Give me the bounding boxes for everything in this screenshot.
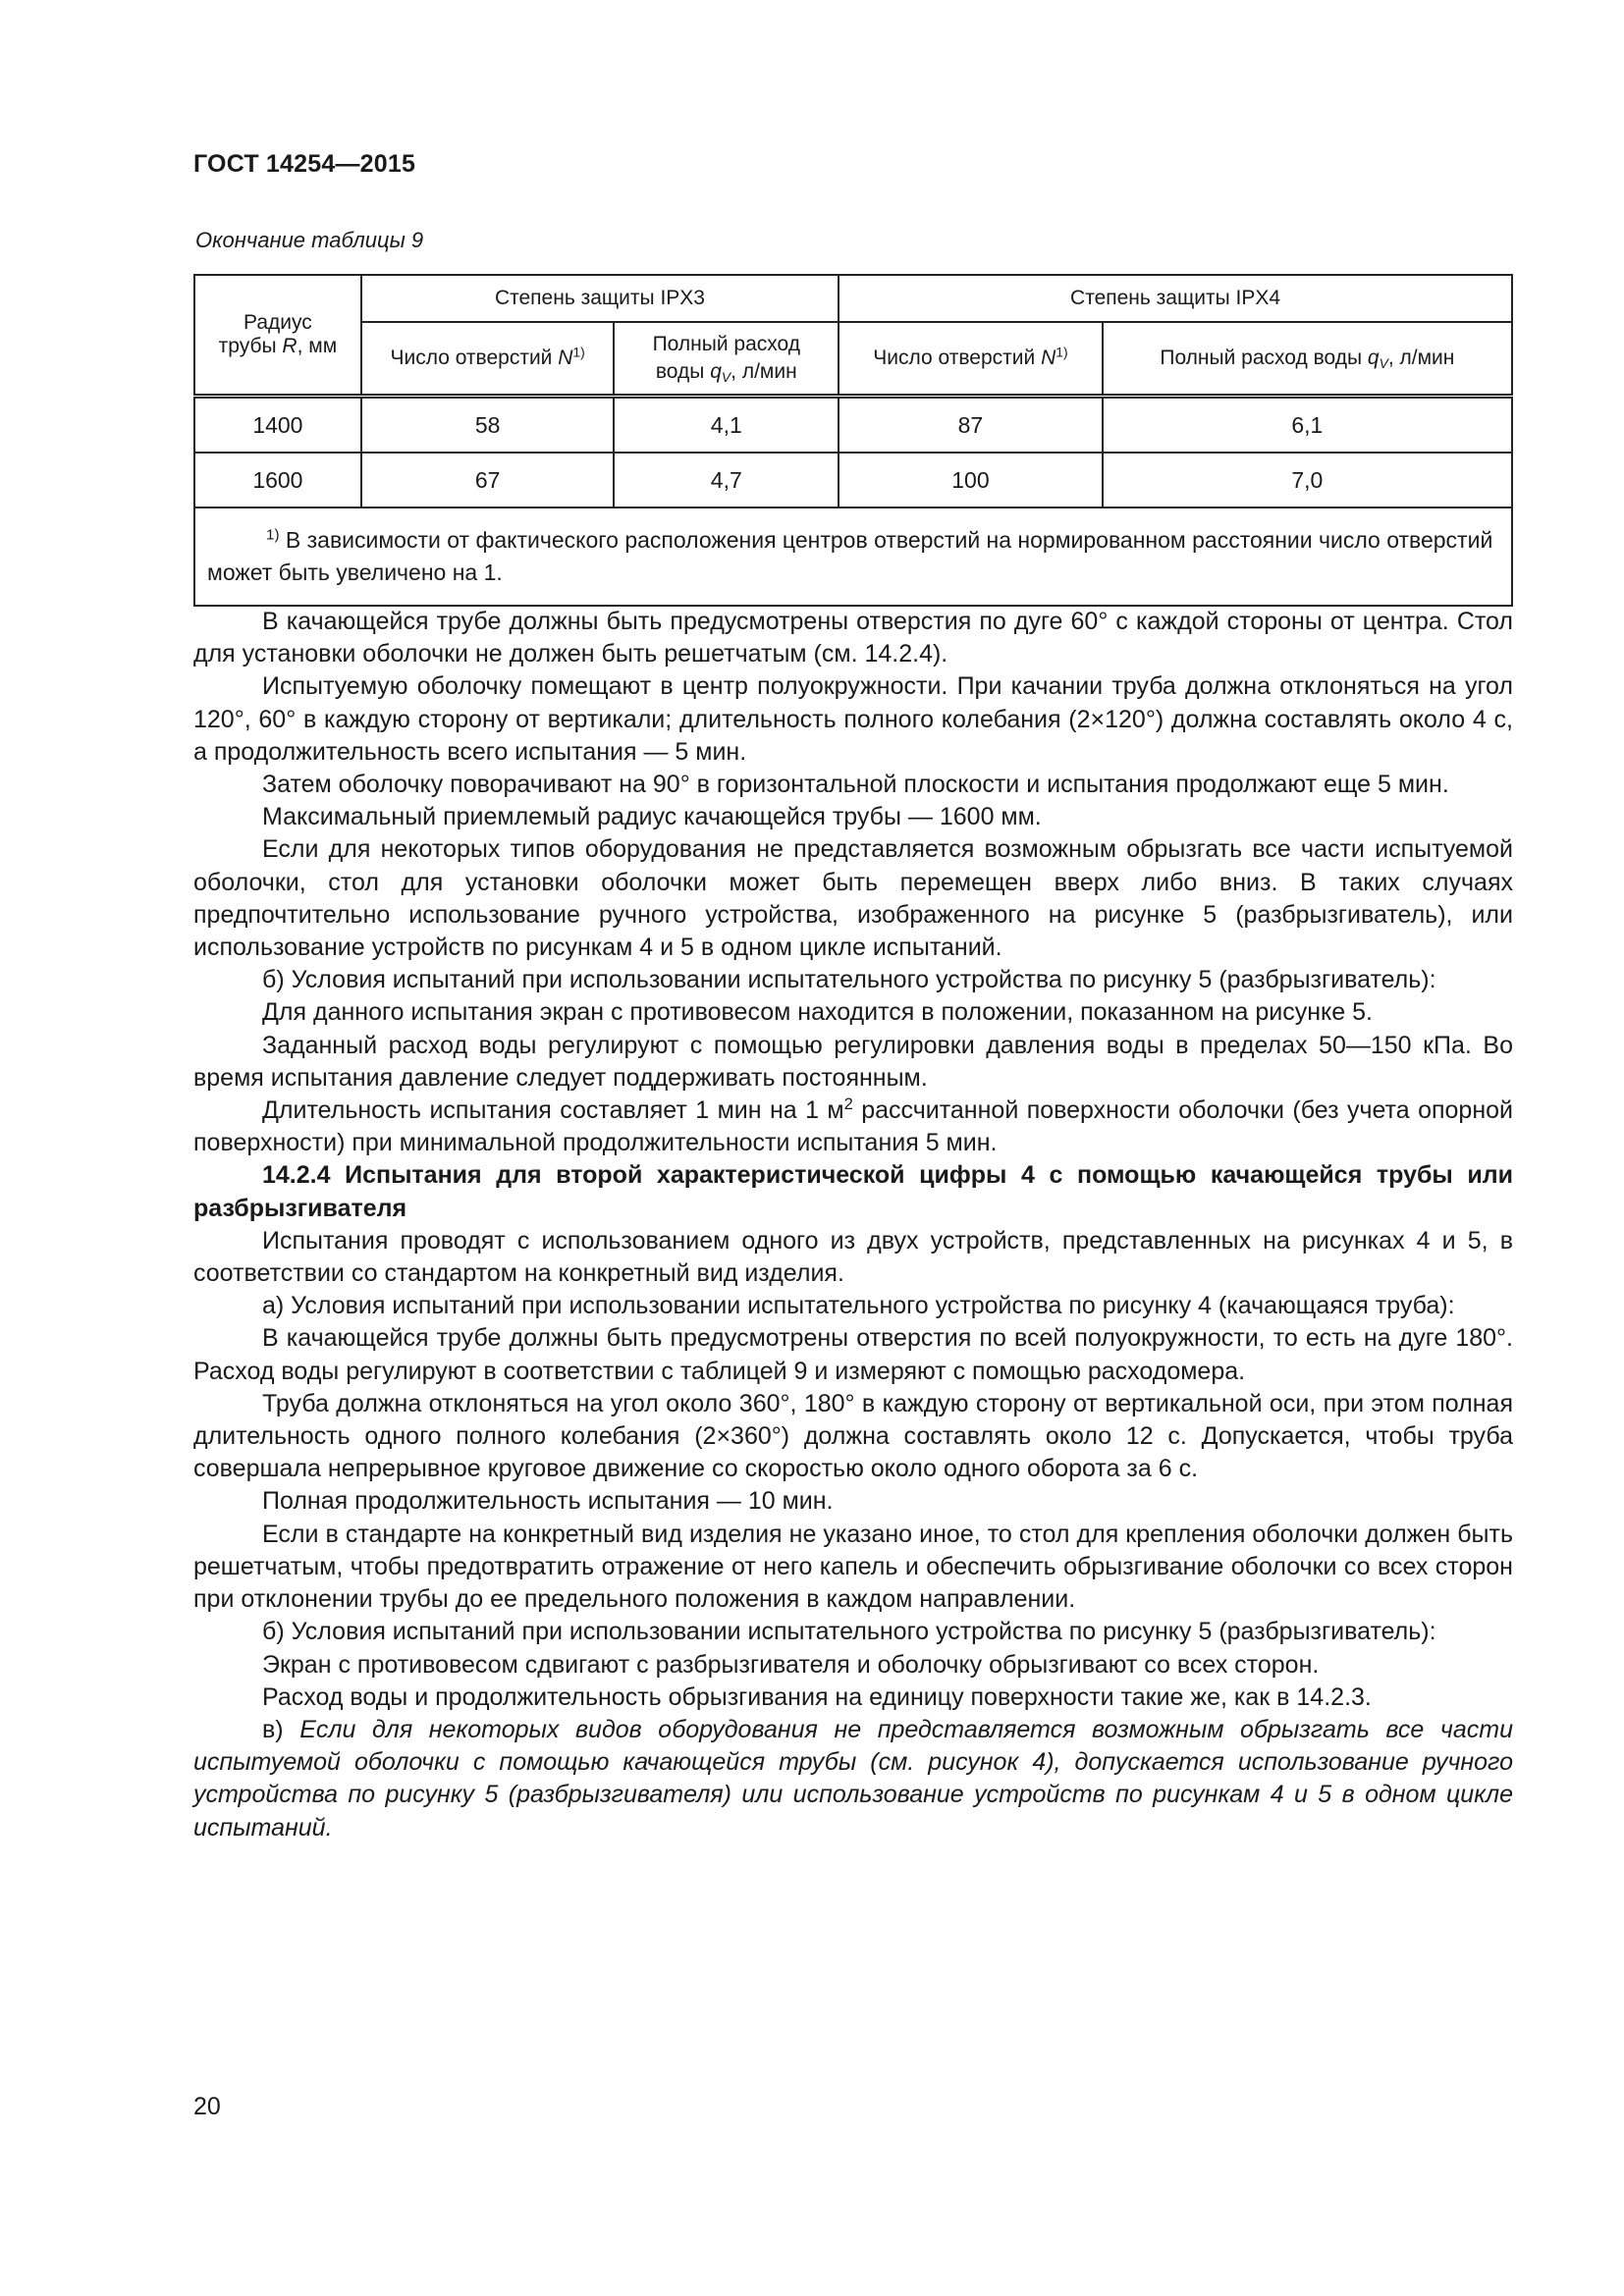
- ipx4-flow-cell: 6,1: [1103, 397, 1512, 454]
- paragraph: Испытуемую оболочку помещают в центр полуокружности. При качании труба должна отклоняться на угол 120°, 60° в каждую сторону от вертикали; длительность полного колебания (2×120°) должна составлять около 4 с, а продолжительность всего испытания — 5 мин.: [193, 672, 1513, 766]
- paragraph: В качающейся трубе должны быть предусмотрены отверстия по дуге 60° с каждой стороны от центра. Стол для установки оболочки не должен быть решетчатым (см. 14.2.4).: [193, 608, 1513, 668]
- ipx4-holes-cell: 87: [839, 397, 1103, 454]
- table-footnote-row: [194, 507, 1512, 606]
- radius-cell: 1400: [194, 397, 361, 454]
- ipx4-flow-cell: 7,0: [1103, 453, 1512, 507]
- paragraph: б) Условия испытаний при использовании испытательного устройства по рисунку 5 (разбрызгиватель):: [262, 966, 1436, 994]
- ipx4-holes-header: Число отверстий $N^{1)}$: [839, 322, 1103, 397]
- table-row: [194, 397, 1512, 454]
- ipx3-flow-cell: 4,7: [614, 453, 839, 507]
- paragraph: Для данного испытания экран с противовесом находится в положении, показанном на рисунке 5.: [262, 998, 1373, 1027]
- paragraph: В качающейся трубе должны быть предусмотрены отверстия по всей полуокружности, то есть на дуге 180°. Расход воды регулируют в соответствии с таблицей 9 и измеряют с помощью расходомера.: [193, 1324, 1513, 1385]
- paragraph: Экран с противовесом сдвигают с разбрызгивателя и оболочку обрызгивают со всех сторон.: [262, 1650, 1320, 1679]
- paragraph: Расход воды и продолжительность обрызгивания на единицу поверхности такие же, как в 14.2.3.: [262, 1682, 1372, 1711]
- ipx3-header: Степень защиты IPX3: [361, 275, 839, 322]
- document-header: ГОСТ 14254—2015: [193, 150, 416, 178]
- paragraph: а) Условия испытаний при использовании испытательного устройства по рисунку 4 (качающаяся труба):: [262, 1292, 1455, 1320]
- ipx3-holes-header: Число отверстий $N^{1)}$: [361, 322, 615, 397]
- paragraph: в) Если для некоторых видов оборудования не представляется возможным обрызгать все части испытуемой оболочки с помощью качающейся трубы (см. рисунок 4), допускается использование ручного устройства по рисунку 5 (разбрызгивателя) или использование устройств по рисункам 4 и 5 в одном цикле испытаний.: [193, 1715, 1513, 1842]
- paragraph: Затем оболочку поворачивают на 90° в горизонтальной плоскости и испытания продолжают еще 5 мин.: [262, 771, 1449, 799]
- protection-table: [193, 274, 1513, 607]
- paragraph: Если в стандарте на конкретный вид изделия не указано иное, то стол для крепления оболочки должен быть решетчатым, чтобы предотвратить отражение от него капель и обеспечить обрызгивание оболочки со всех сторон при отклонении трубы до ее предельного положения в каждом направлении.: [193, 1520, 1513, 1614]
- paragraph: Если для некоторых типов оборудования не представляется возможным обрызгать все части испытуемой оболочки, стол для установки оболочки может быть перемещен вверх либо вниз. В таких случаях предпочтительно использование ручного устройства, изображенного на рисунке 5 (разбрызгиватель), или использование устройств по рисункам 4 и 5 в одном цикле испытаний.: [193, 835, 1513, 962]
- section-heading: 14.2.4 Испытания для второй характеристической цифры 4 с помощью качающейся трубы или разбрызгивателя: [193, 1161, 1513, 1222]
- table-row: [194, 453, 1512, 507]
- table-caption: Окончание таблицы 9: [195, 228, 424, 252]
- page-number: 20: [193, 2093, 221, 2120]
- paragraph: Длительность испытания составляет 1 мин на 1 $м^2$ рассчитанной поверхности оболочки (без учета опорной поверхности) при минимальной продолжительности испытания 5 мин.: [193, 1095, 1513, 1157]
- paragraph: Полная продолжительность испытания — 10 мин.: [262, 1487, 834, 1516]
- paragraph: Заданный расход воды регулируют с помощью регулировки давления воды в пределах 50—150 кПа. Во время испытания давление следует поддерживать постоянным.: [193, 1031, 1513, 1092]
- footnote-marker: 1): [266, 526, 280, 544]
- paragraph: Испытания проводят с использованием одного из двух устройств, представленных на рисунках 4 и 5, в соответствии со стандартом на конкретный вид изделия.: [193, 1226, 1513, 1288]
- ipx3-holes-cell: 67: [361, 453, 615, 507]
- ipx4-header: Степень защиты IPX4: [839, 275, 1512, 322]
- paragraph: б) Условия испытаний при использовании испытательного устройства по рисунку 5 (разбрызгиватель):: [262, 1618, 1436, 1646]
- ipx4-holes-cell: 100: [839, 453, 1103, 507]
- ipx3-flow-header: Полный расход воды $q_V$, л/мин: [614, 322, 839, 397]
- radius-header: Радиус трубы R, мм: [194, 275, 361, 397]
- radius-cell: 1600: [194, 453, 361, 507]
- paragraph: Максимальный приемлемый радиус качающейся трубы — 1600 мм.: [262, 803, 1042, 831]
- ipx3-flow-cell: 4,1: [614, 397, 839, 454]
- paragraph: Труба должна отклоняться на угол около 360°, 180° в каждую сторону от вертикальной оси, при этом полная длительность одного полного колебания (2×360°) должна составлять около 12 с. Допускается, чтобы труба совершала непрерывное круговое движение со скоростью около одного оборота за 6 с.: [193, 1389, 1513, 1483]
- ipx4-flow-header: Полный расход воды $q_V$, л/мин: [1103, 322, 1512, 397]
- ipx3-holes-cell: 58: [361, 397, 615, 454]
- footnote-text: В зависимости от фактического расположения центров отверстий на нормированном расстоянии число отверстий может быть увеличено на 1.: [207, 527, 1493, 585]
- body-text: [193, 606, 1513, 1844]
- table-footnote: [194, 507, 1512, 606]
